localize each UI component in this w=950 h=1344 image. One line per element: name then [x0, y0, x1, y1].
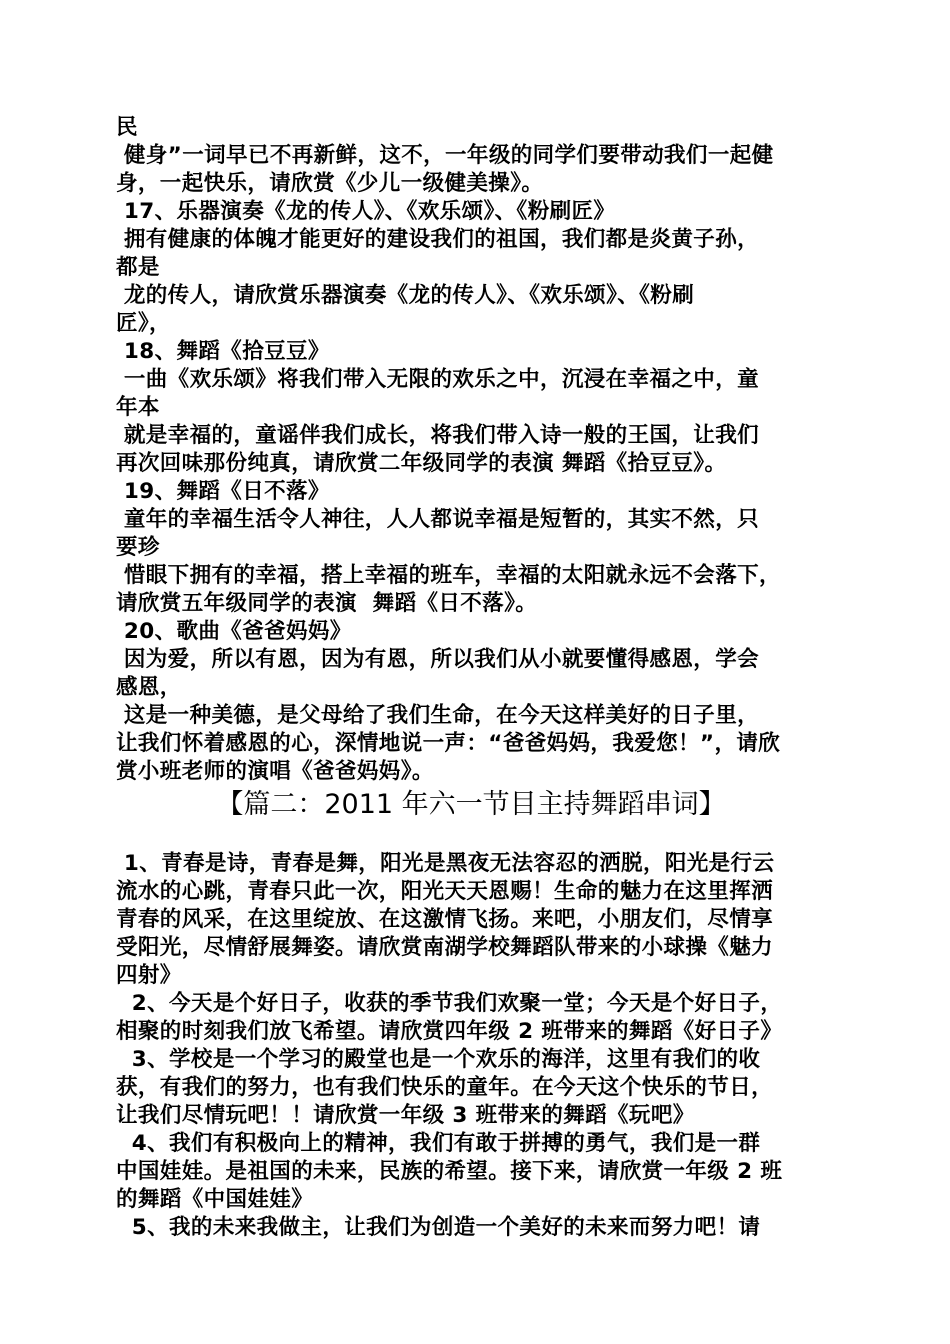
text-line: 让我们尽情玩吧！！请欣赏一年级 3 班带来的舞蹈《玩吧》: [116, 1103, 695, 1128]
text-line: 赏小班老师的演唱《爸爸妈妈》。: [116, 759, 434, 784]
section-heading: 【篇二：2011 年六一节目主持舞蹈串词】: [216, 789, 726, 820]
text-line: 流水的心跳，青春只此一次，阳光天天恩赐！生命的魅力在这里挥洒: [116, 879, 774, 904]
text-line: 拥有健康的体魄才能更好的建设我们的祖国，我们都是炎黄子孙，: [116, 227, 759, 252]
text-line: 获，有我们的努力，也有我们快乐的童年。在今天这个快乐的节日，: [116, 1075, 774, 1100]
text-line: 相聚的时刻我们放飞希望。请欣赏四年级 2 班带来的舞蹈《好日子》: [116, 1019, 783, 1044]
text-line: 匠》，: [116, 311, 171, 336]
text-line: 让我们怀着感恩的心，深情地说一声：“爸爸妈妈，我爱您！”，请欣: [116, 731, 781, 756]
text-line: 19、舞蹈《日不落》: [116, 479, 330, 504]
text-line: 20、歌曲《爸爸妈妈》: [116, 619, 352, 644]
text-line: 都是: [116, 255, 160, 280]
text-line: 3、学校是一个学习的殿堂也是一个欢乐的海洋，这里有我们的收: [116, 1047, 761, 1072]
text-line: 就是幸福的，童谣伴我们成长，将我们带入诗一般的王国，让我们: [116, 423, 759, 448]
text-line: 18、舞蹈《拾豆豆》: [116, 339, 330, 364]
text-line: 的舞蹈《中国娃娃》: [116, 1187, 314, 1212]
text-line: 年本: [116, 395, 160, 420]
text-line: 健身”一词早已不再新鲜，这不，一年级的同学们要带动我们一起健: [116, 143, 774, 168]
text-line: 身，一起快乐，请欣赏《少儿一级健美操》。: [116, 171, 544, 196]
section-two-text: [116, 850, 836, 1242]
text-line: 一曲《欢乐颂》将我们带入无限的欢乐之中，沉浸在幸福之中，童: [116, 367, 759, 392]
text-line: 2、今天是个好日子，收获的季节我们欢聚一堂；今天是个好日子，: [116, 991, 783, 1016]
text-line: 因为爱，所以有恩，因为有恩，所以我们从小就要懂得感恩，学会: [116, 647, 759, 672]
text-line: 受阳光，尽情舒展舞姿。请欣赏南湖学校舞蹈队带来的小球操《魅力: [116, 935, 774, 960]
text-line: 惜眼下拥有的幸福，搭上幸福的班车，幸福的太阳就永远不会落下，: [116, 563, 781, 588]
text-line: 龙的传人，请欣赏乐器演奏《龙的传人》、《欢乐颂》、《粉刷: [116, 283, 695, 308]
text-line: 童年的幸福生活令人神往，人人都说幸福是短暂的，其实不然，只: [116, 507, 759, 532]
text-line: 四射》: [116, 963, 182, 988]
text-line: 5、我的未来我做主，让我们为创造一个美好的未来而努力吧！请: [116, 1215, 761, 1240]
text-line: 17、乐器演奏《龙的传人》、《欢乐颂》、《粉刷匠》: [116, 199, 616, 224]
text-line: 感恩，: [116, 675, 182, 700]
document-page: [116, 114, 836, 1242]
text-line: 4、我们有积极向上的精神，我们有敢于拼搏的勇气，我们是一群: [116, 1131, 761, 1156]
text-line: 中国娃娃。是祖国的未来，民族的希望。接下来，请欣赏一年级 2 班: [116, 1159, 783, 1184]
text-line: 民: [116, 115, 138, 140]
text-line: 青春的风采，在这里绽放、在这激情飞扬。来吧，小朋友们，尽情享: [116, 907, 774, 932]
text-line: 这是一种美德，是父母给了我们生命，在今天这样美好的日子里，: [116, 703, 759, 728]
text-line: 1、青春是诗，青春是舞，阳光是黑夜无法容忍的洒脱，阳光是行云: [116, 851, 775, 876]
text-line: 请欣赏五年级同学的表演 舞蹈《日不落》。: [116, 591, 538, 616]
text-line: 要珍: [116, 535, 160, 560]
section-one-text: [116, 114, 836, 786]
text-line: 再次回味那份纯真，请欣赏二年级同学的表演 舞蹈《拾豆豆》。: [116, 451, 727, 476]
